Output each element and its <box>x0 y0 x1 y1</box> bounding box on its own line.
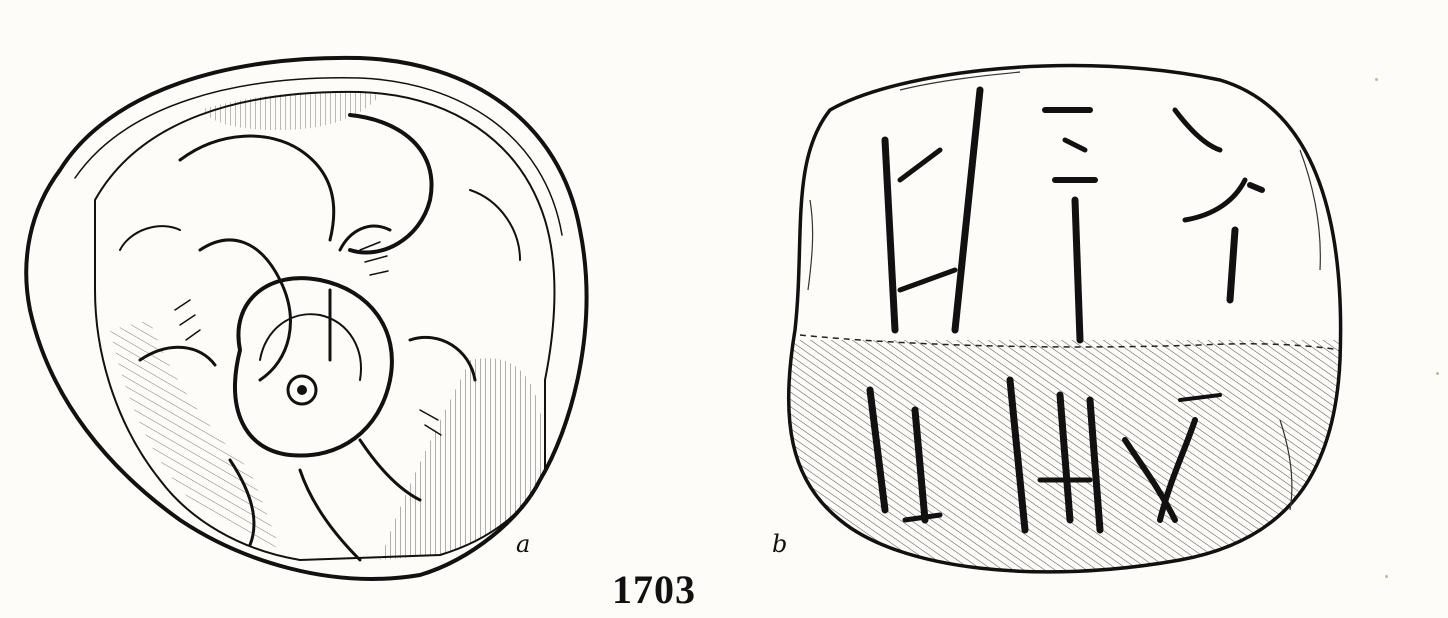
view-b-label: b <box>772 530 788 558</box>
figure-number: 1703 <box>612 567 696 612</box>
paper-speck <box>1375 78 1378 81</box>
view-a-label: a <box>516 530 531 558</box>
seal-b-inscription-upper <box>885 90 1262 340</box>
seal-b-drawing <box>780 66 1350 600</box>
paper-speck <box>1385 575 1388 578</box>
paper-speck <box>1436 372 1439 375</box>
seal-a-drawing <box>26 58 586 579</box>
seal-a-central-coil <box>235 278 392 455</box>
